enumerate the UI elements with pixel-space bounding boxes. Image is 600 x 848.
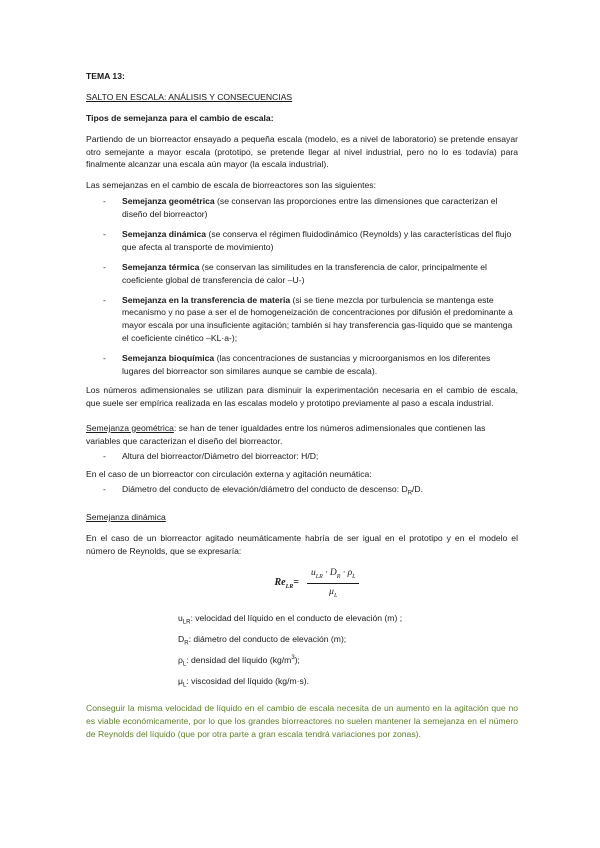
geom-title: Semejanza geométrica xyxy=(86,422,174,433)
list-item: - Semejanza térmica (se conservan las similitudes en la transferencia de calor, principalmente el coeficiente global de transferencia de calor –U-) xyxy=(103,261,487,285)
formula-lhs: $Re_{LR}=$ xyxy=(274,576,299,590)
conclusion-paragraph: Conseguir la misma velocidad de líquido en el cambio de escala necesita de un aumento en la agitación que no es viable económicamente, por lo que los grandes biorreactores no suelen mantener la semejanza en el número de Reynolds del líquido (que por otra parte a gran escala tendrá variaciones por zonas). xyxy=(86,703,518,740)
document-page xyxy=(86,70,518,741)
type-desc: (se conservan las proporciones entre las dimensiones que caracterizan el diseño del biorreactor) xyxy=(122,196,498,220)
type-desc: (se conservan las similitudes en la transferencia de calor, principalmente el coeficiente global de transferencia de calor –U-) xyxy=(122,261,487,285)
type-name: Semejanza dinámica xyxy=(122,229,207,240)
tema-label: TEMA 13: xyxy=(86,71,125,81)
geom-item: - Altura del biorreactor/Diámetro del biorreactor: H/D; xyxy=(103,451,319,462)
subtitle: SALTO EN ESCALA: ANÁLISIS Y CONSECUENCIAS xyxy=(86,91,293,102)
adim-paragraph: Los números adimensionales se utilizan para disminuir la experimentación necesaria en el cambio de escala, que suele ser empírica realizada en las escalas modelo y prototipo previamente al paso a escala industrial. xyxy=(86,384,518,408)
type-desc: (se conserva el régimen fluidodinámico (Reynolds) y las características del flujo que afecta al transporte de movimiento) xyxy=(122,229,512,252)
type-name: Semejanza en la transferencia de materia xyxy=(122,294,291,305)
formula-denominator: $\mu_L$ xyxy=(329,586,338,599)
var-velocity: $u_{LR}$: velocidad del líquido en el conducto de elevación (m) ; xyxy=(178,613,403,627)
list-intro: Las semejanzas en el cambio de escala de biorreactores son las siguientes: xyxy=(86,180,376,191)
variable-list xyxy=(86,612,518,690)
var-diameter: $D_R$: diámetro del conducto de elevación (m); xyxy=(178,634,347,647)
din-title: Semejanza dinámica xyxy=(86,511,166,522)
reynolds-formula xyxy=(116,566,518,601)
list-item: - Semejanza bioquímica (las concentraciones de sustancias y microorganismos en los diferentes lugares del biorreactor son similares aunque se cambie de escala). xyxy=(103,353,491,377)
geom-paragraph xyxy=(86,422,518,448)
var-viscosity: $\mu_L$: viscosidad del líquido (kg/m·s). xyxy=(178,675,310,689)
type-name: Semejanza térmica xyxy=(122,261,200,272)
section-heading: Tipos de semejanza para el cambio de escala: xyxy=(86,112,274,123)
type-desc: (si se tiene mezcla por turbulencia se mantenga este mecanismo y no pase a ser el de homogeneización de concentraciones por difusión el predominante a mayor escala por una insuficiente agitación; también si hay transferencia gas-líquido que se mantenga el coeficiente cinético –KL·a-); xyxy=(122,294,513,344)
formula-fraction xyxy=(307,566,359,601)
intro-paragraph: Partiendo de un biorreactor ensayado a pequeña escala (modelo, es a nivel de laboratorio) se pretende ensayar otro semejante a mayor escala (prototipo, se pretende llegar al nivel industrial, pero no lo es todavía) para finalmente alcanzar una escala aún mayor (la escala industrial). xyxy=(86,133,518,170)
type-name: Semejanza bioquímica xyxy=(122,353,215,364)
type-desc: (las concentraciones de sustancias y microorganismos en los diferentes lugares del biorreactor son similares aunque se cambie de escala). xyxy=(122,353,491,377)
list-item: - Semejanza dinámica (se conserva el régimen fluidodinámico (Reynolds) y las características del flujo que afecta al transporte de movimiento) xyxy=(103,229,512,252)
formula-numerator: $u_{LR} \cdot D_R \cdot \rho_L$ xyxy=(307,566,359,584)
var-density: $\rho_L$: densidad del líquido $(kg/m^3)$; xyxy=(178,654,300,668)
geom-text: : se han de tener igualdades entre los números adimensionales que contienen las variables que caracterizan el diseño del biorreactor. xyxy=(86,422,486,446)
circulation-intro: En el caso de un biorreactor con circulación externa y agitación neumática: xyxy=(86,469,372,480)
type-name: Semejanza geométrica xyxy=(122,196,215,207)
list-item: - Semejanza geométrica (se conservan las proporciones entre las dimensiones que caracterizan el diseño del biorreactor) xyxy=(103,196,498,220)
din-paragraph: En el caso de un biorreactor agitado neumáticamente habría de ser igual en el prototipo y en el modelo el número de Reynolds, que se expresaría: xyxy=(86,532,518,556)
semejanza-list xyxy=(86,195,518,378)
list-item: - Semejanza en la transferencia de materia (si se tiene mezcla por turbulencia se mantenga este mecanismo y no pase a ser el de homogeneización de concentraciones por difusión el predominante a mayor escala por una insuficiente agitación; también si hay transferencia gas-líquido que se mantenga el coeficiente cinético –KL·a-); xyxy=(103,294,513,344)
circulation-item: - Diámetro del conducto de elevación/diámetro del conducto de descenso: $D_R/D$. xyxy=(103,484,424,497)
